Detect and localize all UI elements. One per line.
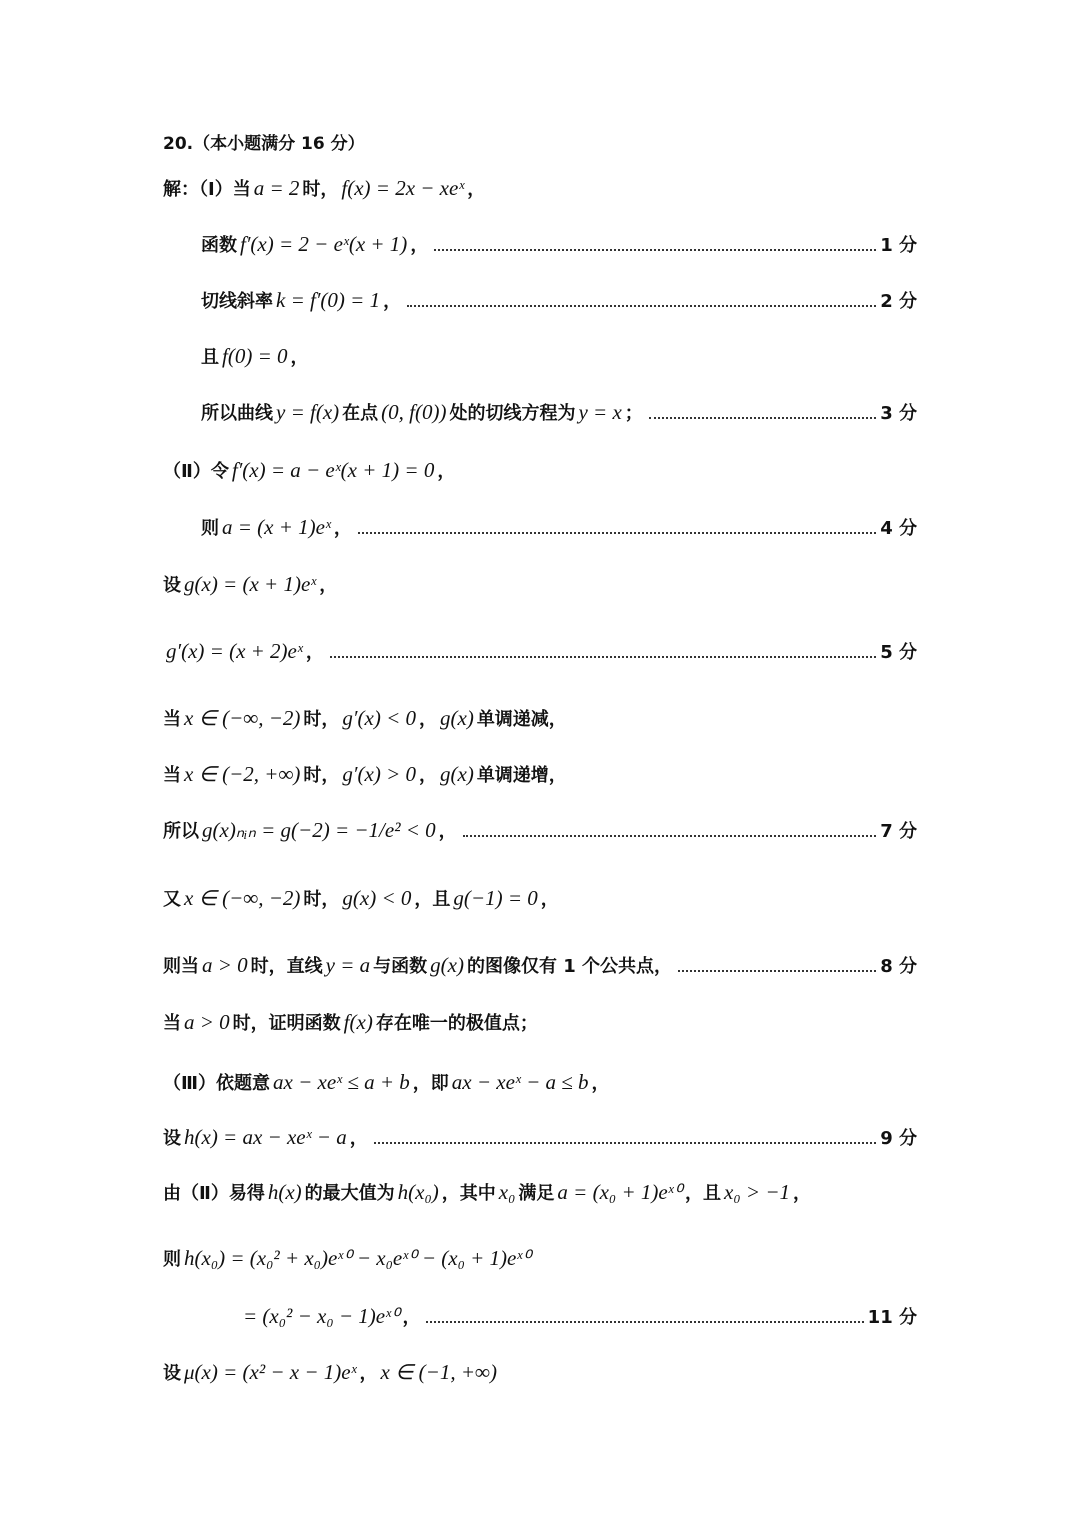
- text-fragment: （Ⅱ）令: [163, 461, 229, 482]
- score-label: 7 分: [880, 821, 917, 842]
- text-fragment: 时，直线: [250, 956, 323, 977]
- text-fragment: 时，: [303, 709, 340, 730]
- line-g-min: [163, 818, 917, 843]
- math-expression: ax − xeˣ ≤ a + b: [273, 1070, 410, 1094]
- text-fragment: 函数: [201, 235, 237, 256]
- line-g-derivative: [163, 639, 917, 664]
- math-expression: f(x) = 2x − xeˣ: [341, 176, 465, 200]
- math-expression: h(x₀): [397, 1180, 439, 1204]
- text-fragment: 由（Ⅱ）易得: [163, 1183, 265, 1204]
- math-expression: g(−1) = 0: [453, 886, 538, 910]
- text-fragment: ，且: [685, 1183, 722, 1204]
- math-expression: f′(x) = 2 − eˣ(x + 1): [240, 232, 408, 256]
- math-expression: f′(x) = a − eˣ(x + 1) = 0: [231, 458, 435, 482]
- dot-leader: [374, 1142, 876, 1144]
- text-fragment: 所以曲线: [201, 403, 273, 424]
- text-fragment: ，: [437, 461, 456, 482]
- math-expression: g(x) < 0: [342, 886, 412, 910]
- text-fragment: 切线斜率: [201, 291, 273, 312]
- dot-leader: [407, 305, 876, 307]
- line-intersection: [163, 953, 917, 978]
- math-expression: x ∈ (−∞, −2): [184, 886, 301, 910]
- text-fragment: ，: [359, 1363, 378, 1384]
- score-label: 1 分: [880, 235, 917, 256]
- dot-leader: [463, 835, 877, 837]
- text-fragment: 单调递减，: [476, 709, 567, 730]
- text-fragment: 又: [163, 889, 181, 910]
- math-expression: k = f′(0) = 1: [276, 288, 381, 312]
- text-fragment: 时，: [303, 765, 340, 786]
- math-expression: f(x): [343, 1010, 373, 1034]
- math-expression: g(x)ₙᵢₙ = g(−2) = −1/e² < 0: [202, 818, 436, 842]
- text-fragment: 则当: [163, 956, 199, 977]
- math-expression: g′(x) > 0: [342, 762, 416, 786]
- math-expression: a = (x₀ + 1)eˣ⁰: [557, 1180, 683, 1204]
- dot-leader: [649, 417, 876, 419]
- score-label: 3 分: [880, 403, 917, 424]
- math-expression: ax − xeˣ − a ≤ b: [451, 1070, 589, 1094]
- text-fragment: ，: [349, 1128, 368, 1149]
- math-expression: g′(x) = (x + 2)eˣ: [166, 639, 303, 663]
- math-expression: g(x): [430, 953, 464, 977]
- text-fragment: ，: [402, 1307, 421, 1328]
- text-fragment: 当: [163, 1013, 181, 1034]
- text-fragment: 单调递增，: [476, 765, 567, 786]
- math-expression: g(x) = (x + 1)eˣ: [184, 572, 317, 596]
- line-part1-setup: [163, 176, 917, 201]
- text-fragment: 设: [163, 1363, 181, 1384]
- text-fragment: 设: [163, 1128, 181, 1149]
- math-expression: x₀: [498, 1180, 516, 1204]
- line-mu-def: [163, 1360, 917, 1385]
- line-h-def: [163, 1125, 917, 1150]
- math-expression: a > 0: [202, 953, 248, 977]
- math-expression: (0, f(0)): [381, 400, 447, 424]
- dot-leader: [358, 532, 876, 534]
- line-h-x0-simplified: [240, 1304, 917, 1329]
- score-label: 4 分: [880, 518, 917, 539]
- math-expression: g′(x) < 0: [342, 706, 416, 730]
- text-fragment: ，: [419, 709, 437, 730]
- text-fragment: 所以: [163, 821, 199, 842]
- text-fragment: 的图像仅有 1 个公共点，: [466, 956, 673, 977]
- text-fragment: 与函数: [373, 956, 428, 977]
- text-fragment: 存在唯一的极值点；: [375, 1013, 538, 1034]
- score-label: 2 分: [880, 291, 917, 312]
- text-fragment: 则: [163, 1249, 181, 1270]
- text-fragment: 在点: [342, 403, 379, 424]
- text-fragment: 的最大值为: [304, 1183, 395, 1204]
- line-part3-setup: [163, 1070, 917, 1095]
- math-expression: g(x): [440, 706, 474, 730]
- line-slope: [201, 288, 917, 313]
- math-expression: x ∈ (−2, +∞): [184, 762, 301, 786]
- dot-leader: [330, 656, 876, 658]
- text-fragment: 设: [163, 575, 181, 596]
- score-label: 11 分: [867, 1307, 917, 1328]
- text-fragment: ，: [383, 291, 402, 312]
- math-expression: h(x) = ax − xeˣ − a: [184, 1125, 347, 1149]
- line-h-x0: [163, 1246, 917, 1271]
- text-fragment: 解：（Ⅰ）当: [163, 179, 251, 200]
- line-g-negative: [163, 886, 917, 911]
- line-tangent: [201, 400, 917, 425]
- text-fragment: （Ⅲ）依题意: [163, 1073, 271, 1094]
- text-fragment: 20.（本小题满分 16 分）: [163, 134, 365, 154]
- text-fragment: 处的切线方程为: [449, 403, 576, 424]
- text-fragment: ，: [467, 179, 486, 200]
- line-a-expr: [201, 515, 917, 540]
- score-label: 9 分: [880, 1128, 917, 1149]
- text-fragment: 且: [201, 347, 219, 368]
- text-fragment: 时，证明函数: [232, 1013, 341, 1034]
- text-fragment: ，即: [412, 1073, 449, 1094]
- math-expression: h(x₀) = (x₀² + x₀)eˣ⁰ − x₀eˣ⁰ − (x₀ + 1)eˣ⁰: [184, 1246, 531, 1270]
- text-fragment: ，: [793, 1183, 811, 1204]
- score-label: 8 分: [880, 956, 917, 977]
- math-expression: a = (x + 1)eˣ: [222, 515, 331, 539]
- line-increasing: [163, 762, 917, 787]
- line-extremum: [163, 1010, 917, 1035]
- text-fragment: 时，: [303, 889, 340, 910]
- math-expression: f(0) = 0: [222, 344, 288, 368]
- math-expression: h(x): [267, 1180, 302, 1204]
- text-fragment: ，: [438, 821, 457, 842]
- math-expression: μ(x) = (x² − x − 1)eˣ: [184, 1360, 357, 1384]
- text-fragment: ，且: [414, 889, 451, 910]
- line-part2-setup: [163, 458, 917, 483]
- text-fragment: ，其中: [441, 1183, 496, 1204]
- text-fragment: 则: [201, 518, 219, 539]
- math-expression: y = x: [578, 400, 622, 424]
- line-decreasing: [163, 706, 917, 731]
- math-expression: x₀ > −1: [724, 1180, 790, 1204]
- line-derivative: [201, 232, 917, 257]
- math-expression: x ∈ (−∞, −2): [184, 706, 301, 730]
- math-expression: = (x₀² − x₀ − 1)eˣ⁰: [243, 1304, 400, 1328]
- dot-leader: [678, 970, 876, 972]
- math-expression: y = a: [325, 953, 371, 977]
- line-heading: [163, 134, 917, 154]
- text-fragment: ，: [333, 518, 352, 539]
- math-expression: a = 2: [253, 176, 300, 200]
- text-fragment: ，: [540, 889, 559, 910]
- dot-leader: [434, 249, 876, 251]
- text-fragment: 时，: [302, 179, 339, 200]
- text-fragment: 满足: [518, 1183, 555, 1204]
- text-fragment: ，: [305, 642, 324, 663]
- line-h-max: [163, 1180, 917, 1205]
- line-f0: [201, 344, 917, 369]
- dot-leader: [426, 1321, 863, 1323]
- text-fragment: ，: [419, 765, 437, 786]
- score-label: 5 分: [880, 642, 917, 663]
- math-expression: g(x): [440, 762, 474, 786]
- math-expression: a > 0: [184, 1010, 230, 1034]
- line-g-def: [163, 572, 917, 597]
- math-expression: y = f(x): [276, 400, 340, 424]
- math-expression: x ∈ (−1, +∞): [380, 1360, 497, 1384]
- text-fragment: 当: [163, 709, 181, 730]
- text-fragment: ，: [319, 575, 338, 596]
- text-fragment: ，: [410, 235, 429, 256]
- text-fragment: ，: [591, 1073, 610, 1094]
- text-fragment: ，: [290, 347, 309, 368]
- text-fragment: ；: [624, 403, 643, 424]
- text-fragment: 当: [163, 765, 181, 786]
